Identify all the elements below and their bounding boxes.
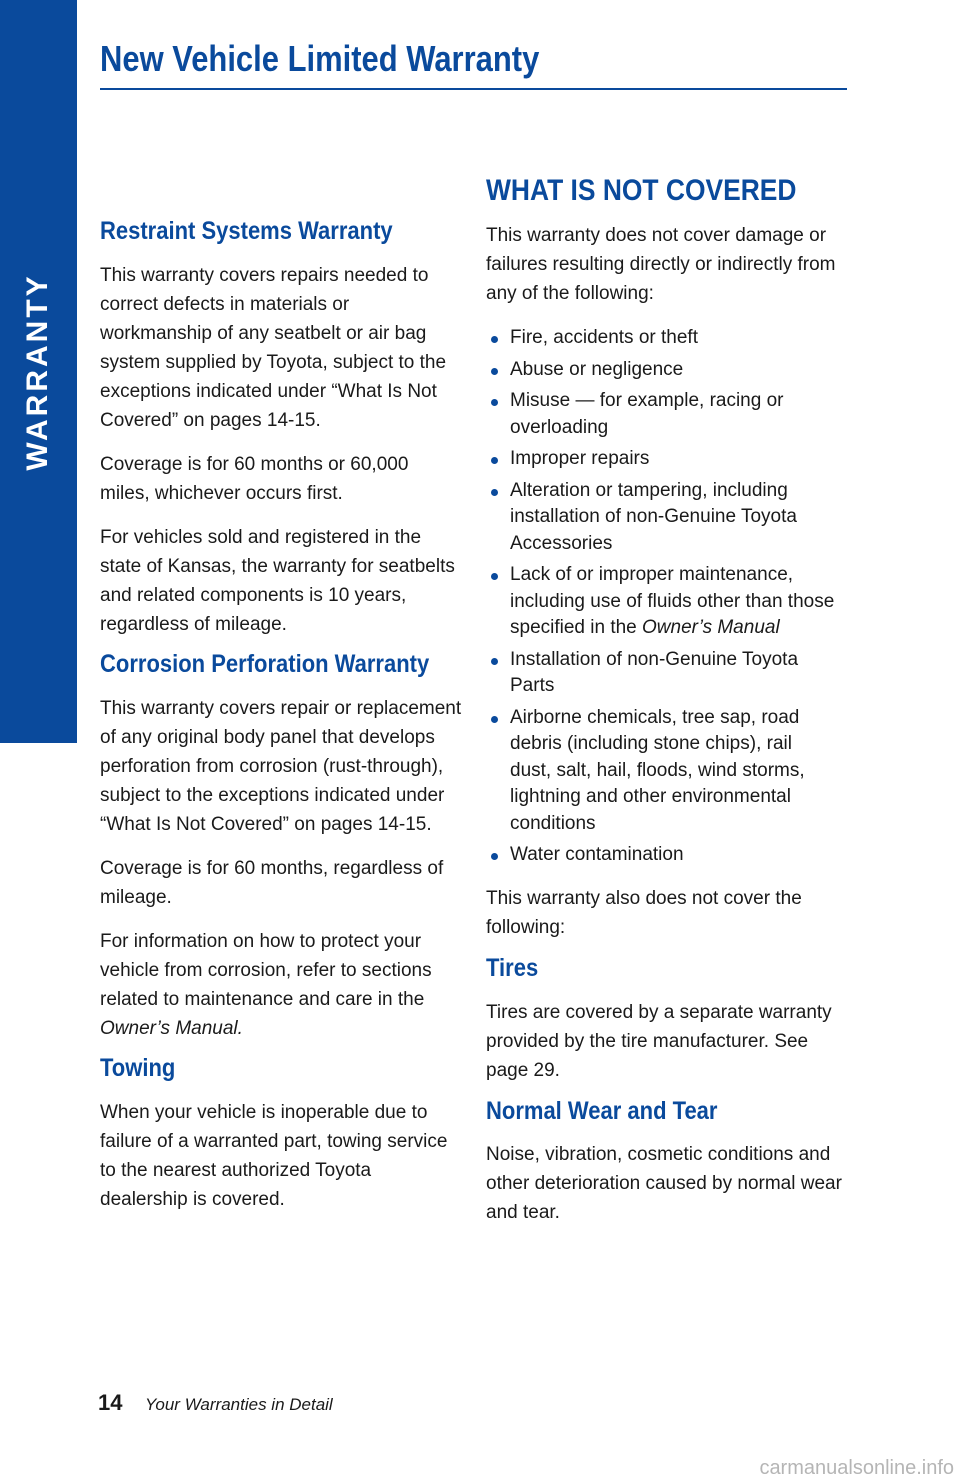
bullet-icon — [491, 489, 498, 496]
tires-paragraph: Tires are covered by a separate warranty provided by the tire manufacturer. See page 29. — [486, 1002, 832, 1081]
restraint-paragraph-3: For vehicles sold and registered in the state of Kansas, the warranty for seatbelts and related components is 10 years, regardless of mileage. — [100, 527, 455, 635]
bullet-icon — [491, 716, 498, 723]
bullet-icon — [491, 573, 498, 580]
title-rule — [100, 88, 847, 90]
list-item: Improper repairs — [486, 446, 836, 473]
corrosion-heading: Corrosion Perforation Warranty — [100, 650, 430, 678]
owners-manual-reference: Owner’s Manual — [642, 617, 780, 638]
list-item: Lack of or improper maintenance, including use of fluids other than those specified in the Owner’s Manual — [486, 562, 836, 642]
list-item: Abuse or negligence — [486, 357, 836, 384]
list-item: Alteration or tampering, including installation of non-Genuine Toyota Accessories — [486, 478, 836, 558]
restraint-heading: Restraint Systems Warranty — [100, 217, 393, 245]
towing-heading: Towing — [100, 1054, 176, 1082]
wear-paragraph: Noise, vibration, cosmetic conditions and other deterioration caused by normal wear and tear. — [486, 1144, 842, 1223]
tires-heading: Tires — [486, 954, 539, 982]
corrosion-paragraph-1: This warranty covers repair or replacement of any original body panel that develops perforation from corrosion (rust-through), subject to the exceptions indicated under “What Is Not Covered” on pages 14-15. — [100, 698, 462, 835]
list-item: Fire, accidents or theft — [486, 325, 836, 352]
restraint-paragraph-2: Coverage is for 60 months or 60,000 miles, whichever occurs first. — [100, 454, 409, 504]
bullet-icon — [491, 658, 498, 665]
list-item: Installation of non-Genuine Toyota Parts — [486, 647, 836, 700]
owners-manual-reference: Owner’s Manual. — [100, 1018, 243, 1039]
page-title: New Vehicle Limited Warranty — [100, 38, 540, 79]
list-item: Misuse — for example, racing or overloading — [486, 388, 836, 441]
list-item: Airborne chemicals, tree sap, road debris (including stone chips), rail dust, salt, hail, floods, wind storms, lightning and other environmental conditions — [486, 705, 836, 838]
bullet-icon — [491, 853, 498, 860]
bullet-icon — [491, 457, 498, 464]
not-covered-heading: WHAT IS NOT COVERED — [486, 174, 797, 207]
list-item: Water contamination — [486, 842, 836, 869]
bullet-icon — [491, 368, 498, 375]
footer-section-title: Your Warranties in Detail — [145, 1395, 333, 1414]
watermark: carmanualsonline.info — [759, 1457, 954, 1479]
wear-heading: Normal Wear and Tear — [486, 1097, 718, 1125]
bullet-icon — [491, 399, 498, 406]
corrosion-paragraph-2: Coverage is for 60 months, regardless of mileage. — [100, 858, 444, 908]
not-covered-list — [486, 325, 836, 874]
not-covered-intro: This warranty does not cover damage or failures resulting directly or indirectly from any of the following: — [486, 225, 836, 304]
towing-paragraph: When your vehicle is inoperable due to failure of a warranted part, towing service to the nearest authorized Toyota dealership is covered. — [100, 1102, 448, 1210]
restraint-paragraph-1: This warranty covers repairs needed to correct defects in materials or workmanship of any seatbelt or air bag system supplied by Toyota, subject to the exceptions indicated under “What Is Not Covered” on pages 14-15. — [100, 265, 447, 431]
side-tab-label: WARRANTY — [21, 273, 54, 471]
bullet-icon — [491, 336, 498, 343]
not-covered-outro: This warranty also does not cover the following: — [486, 888, 802, 938]
side-tab — [0, 0, 77, 743]
corrosion-paragraph-3-text: For information on how to protect your vehicle from corrosion, refer to sections related to maintenance and care in the — [100, 931, 432, 1010]
page-number: 14 — [98, 1390, 123, 1415]
corrosion-paragraph-3 — [100, 927, 462, 1043]
